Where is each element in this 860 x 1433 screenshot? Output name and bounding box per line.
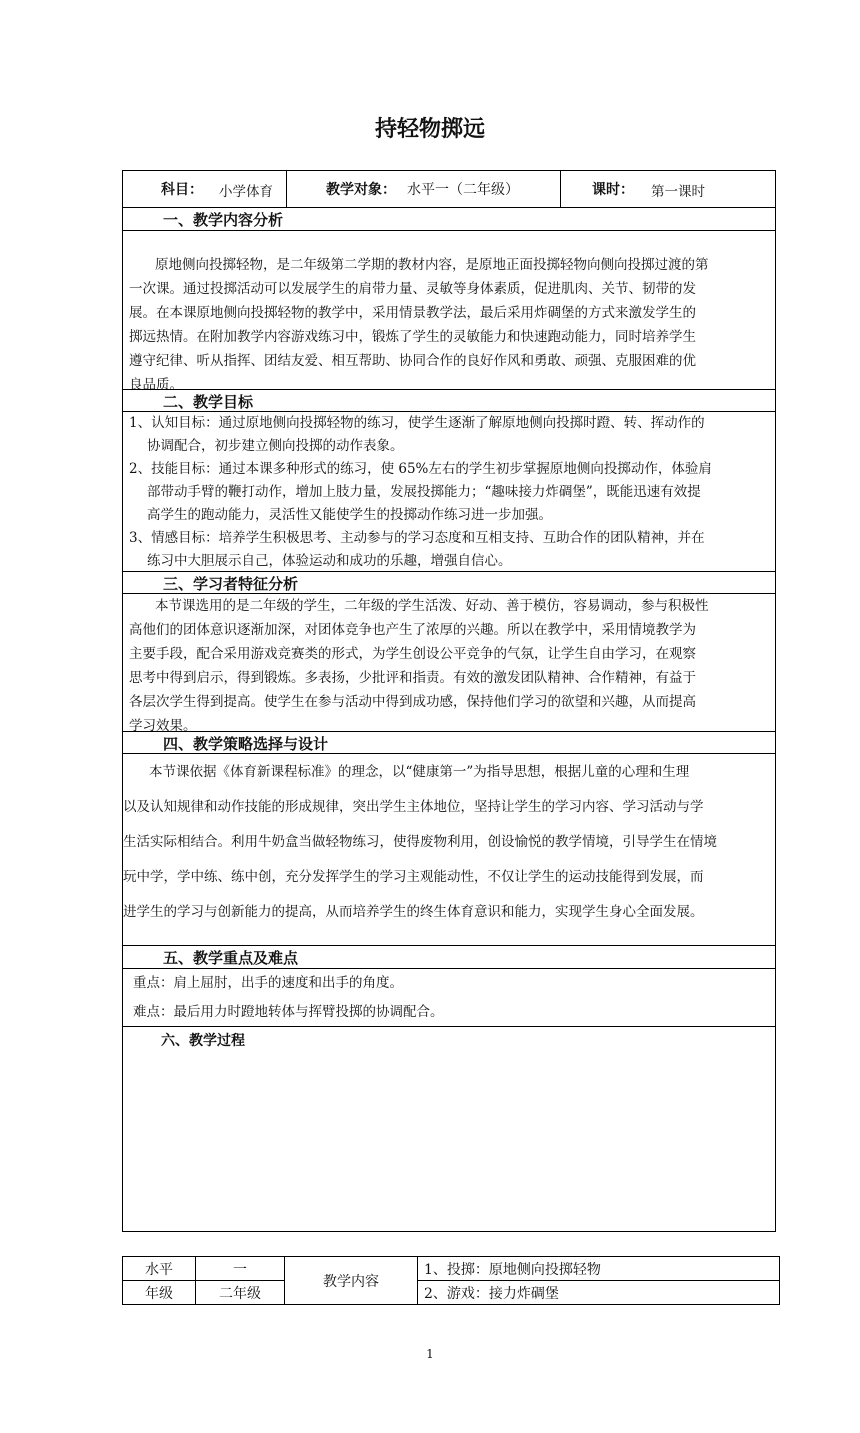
content-item: 1、投掷：原地侧向投掷轻物 [418,1257,780,1281]
level-label: 水平 [123,1257,196,1281]
lesson-plan-table [122,170,776,1232]
paragraph-line: 遵守纪律、听从指挥、团结友爱、相互帮助、协同合作的良好作风和勇敢、顽强、克服困难的优 [129,353,696,369]
goal-continuation: 部带动手臂的鞭打动作，增加上肢力量，发展投掷能力；“趣味接力炸碉堡”，既能迅速有效提 [147,484,701,500]
header-divider [560,171,561,207]
audience-value: 水平一（二年级） [407,182,519,198]
row-divider [123,230,775,231]
paragraph-line: 一次课。通过投掷活动可以发展学生的肩带力量、灵敏等身体素质，促进肌肉、关节、韧带的发 [129,281,696,297]
goal-continuation: 练习中大胆展示自己，体验运动和成功的乐趣，增强自信心。 [147,553,512,569]
paragraph-line: 以及认知规律和动作技能的形成规律，突出学生主体地位，坚持让学生的学习内容、学习活动与学 [123,799,704,815]
subject-label: 科目： [161,182,203,198]
document-title: 持轻物掷远 [374,117,485,142]
row-divider [123,731,775,732]
paragraph-line: 思考中得到启示，得到锻炼。多表扬，少批评和指责。有效的激发团队精神、合作精神，有益于 [129,670,696,686]
paragraph-line: 本节课选用的是二年级的学生，二年级的学生活泼、好动、善于模仿，容易调动，参与积极性 [155,598,709,614]
period-value: 第一课时 [651,184,705,200]
row-divider [123,207,775,208]
difficult-point: 难点：最后用力时蹬地转体与挥臂投掷的协调配合。 [133,1004,444,1020]
period-label: 课时： [592,182,634,198]
strategy-paragraph [123,755,775,930]
key-point: 重点：肩上屈肘，出手的速度和出手的角度。 [133,975,403,991]
teaching-goals [129,412,769,573]
goal-continuation: 高学生的跑动能力，灵活性又能使学生的投掷动作练习进一步加强。 [147,507,552,523]
subject-value: 小学体育 [219,184,273,200]
content-analysis-paragraph [129,253,769,397]
row-divider [123,968,775,969]
row-divider [123,753,775,754]
audience-label: 教学对象： [326,182,396,198]
lesson-info-table [122,1256,780,1305]
paragraph-line: 高他们的团体意识逐渐加深，对团体竞争也产生了浓厚的兴趣。所以在教学中，采用情境教学为 [129,622,696,638]
paragraph-line: 学习效果。 [129,718,197,734]
goal-emotion: 3、情感目标：培养学生积极思考、主动参与的学习态度和互相支持、互助合作的团队精神，并在 [129,530,705,546]
row-divider [123,1026,775,1027]
section-title: 三、学习者特征分析 [163,575,299,593]
row-divider [123,571,775,572]
learner-analysis-paragraph [129,594,769,738]
section-title: 一、教学内容分析 [163,211,284,229]
header-divider [286,171,287,207]
paragraph-line: 生活实际相结合。利用牛奶盒当做轻物练习，使得废物利用，创设愉悦的教学情境，引导学生在情境 [123,834,717,850]
goal-cognitive: 1、认知目标：通过原地侧向投掷轻物的练习，使学生逐渐了解原地侧向投掷时蹬、转、挥动作的 [129,415,705,431]
section-title: 四、教学策略选择与设计 [163,735,329,753]
grade-label: 年级 [123,1281,196,1305]
paragraph-line: 各层次学生得到提高。使学生在参与活动中得到成功感，保持他们学习的欲望和兴趣，从而提高 [129,694,696,710]
section-title: 二、教学目标 [163,393,254,411]
paragraph-line: 进学生的学习与创新能力的提高，从而培养学生的终生体育意识和能力，实现学生身心全面发展。 [123,904,704,920]
paragraph-line: 掷远热情。在附加教学内容游戏练习中，锻炼了学生的灵敏能力和快速跑动能力，同时培养学生 [129,329,696,345]
grade-value: 二年级 [196,1281,285,1305]
paragraph-line: 主要手段，配合采用游戏竞赛类的形式，为学生创设公平竞争的气氛，让学生自由学习，在观察 [129,646,696,662]
row-divider [123,389,775,390]
paragraph-line: 良品质。 [129,377,183,393]
paragraph-line: 展。在本课原地侧向投掷轻物的教学中，采用情景教学法，最后采用炸碉堡的方式来激发学生的 [129,305,696,321]
paragraph-line: 原地侧向投掷轻物，是二年级第二学期的教材内容，是原地正面投掷轻物向侧向投掷过渡的第 [155,257,709,273]
section-title: 五、教学重点及难点 [163,949,299,967]
paragraph-line: 本节课依据《体育新课程标准》的理念，以“健康第一”为指导思想，根据儿童的心理和生理 [149,764,690,780]
row-divider [123,945,775,946]
section-title: 六、教学过程 [161,1033,245,1049]
page-number: 1 [426,1347,434,1361]
level-value: 一 [196,1257,285,1281]
content-item: 2、游戏：接力炸碉堡 [418,1281,780,1305]
paragraph-line: 玩中学，学中练、练中创，充分发挥学生的学习主观能动性，不仅让学生的运动技能得到发展，而 [123,869,704,885]
goal-continuation: 协调配合，初步建立侧向投掷的动作表象。 [147,438,404,454]
content-label: 教学内容 [285,1257,418,1305]
goal-skill: 2、技能目标：通过本课多种形式的练习，使 65%左右的学生初步掌握原地侧向投掷动作，体验肩 [129,461,712,477]
